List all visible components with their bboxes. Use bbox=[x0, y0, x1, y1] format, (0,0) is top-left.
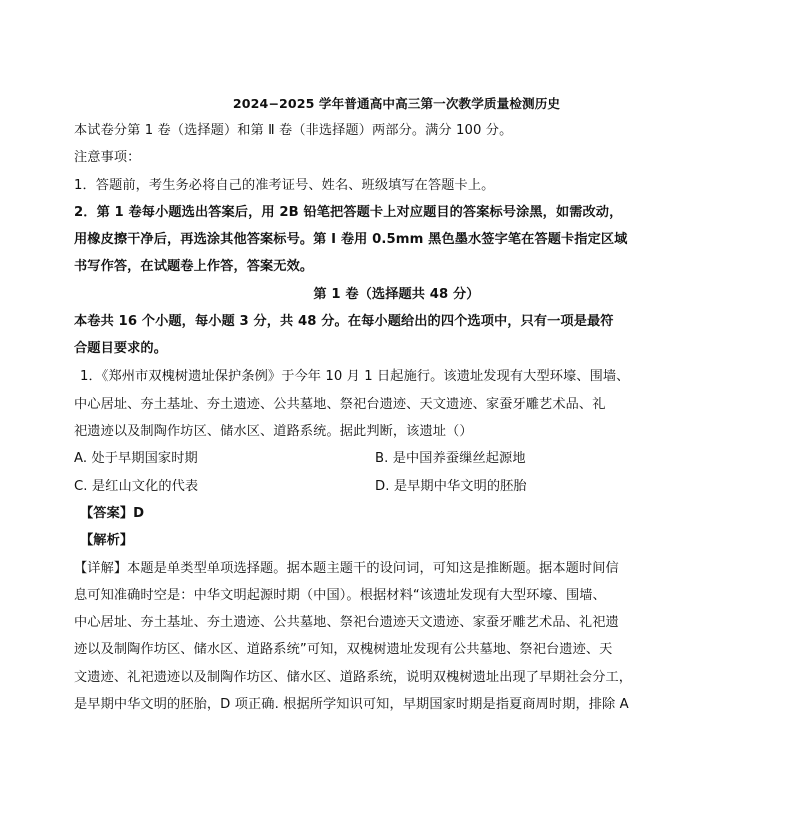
section-description-line-2: 合题目要求的。 bbox=[74, 341, 168, 356]
analysis-heading: 【解析】 bbox=[80, 533, 134, 548]
exam-intro: 本试卷分第 1 卷（选择题）和第 Ⅱ 卷（非选择题）两部分。满分 100 分。 bbox=[74, 123, 513, 138]
option-d: D. 是早期中华文明的胚胎 bbox=[375, 479, 527, 494]
question-stem-line-2: 中心居址、夯土基址、夯土遗迹、公共墓地、祭祀台遗迹、天文遗迹、家蚕牙雕艺术品、礼 bbox=[74, 397, 606, 412]
notice-heading: 注意事项： bbox=[74, 150, 141, 165]
question-stem-line-3: 祀遗迹以及制陶作坊区、储水区、道路系统。据此判断，该遗址（） bbox=[74, 424, 473, 439]
option-a: A. 处于早期国家时期 bbox=[74, 451, 198, 466]
question-stem-line-1: 1．《郑州市双槐树遗址保护条例》于今年 10 月 1 日起施行。该遗址发现有大型环壕、围墙、 bbox=[80, 369, 630, 384]
option-c: C. 是红山文化的代表 bbox=[74, 479, 199, 494]
detail-line-2: 息可知准确时空是：中华文明起源时期（中国）。根据材料“该遗址发现有大型环壕、围墙、 bbox=[74, 588, 606, 603]
section-title: 第 1 卷（选择题共 48 分） bbox=[313, 287, 480, 302]
notice-item-1: 1．答题前，考生务必将自己的准考证号、姓名、班级填写在答题卡上。 bbox=[74, 178, 495, 193]
detail-line-4: 迹以及制陶作坊区、储水区、道路系统”可知，双槐树遗址发现有公共墓地、祭祀台遗迹、天 bbox=[74, 642, 613, 657]
detail-line-1: 【详解】本题是单类型单项选择题。据本题主题干的设问词，可知这是推断题。据本题时间信 bbox=[74, 561, 619, 576]
detail-line-3: 中心居址、夯土基址、夯土遗迹、公共墓地、祭祀台遗迹天文遗迹、家蚕牙雕艺术品、礼祀遗 bbox=[74, 615, 619, 630]
notice-item-2-line-3: 书写作答，在试题卷上作答，答案无效。 bbox=[74, 259, 314, 274]
option-b: B. 是中国养蚕缫丝起源地 bbox=[375, 451, 526, 466]
detail-line-5: 文遗迹、礼祀遗迹以及制陶作坊区、储水区、道路系统，说明双槐树遗址出现了早期社会分工， bbox=[74, 670, 633, 685]
document-title: 2024−2025 学年普通高中高三第一次教学质量检测历史 bbox=[232, 96, 561, 111]
notice-item-2-line-1: 2．第 1 卷每小题选出答案后，用 2B 铅笔把答题卡上对应题目的答案标号涂黑，如需改动， bbox=[74, 205, 623, 220]
section-description-line-1: 本卷共 16 个小题，每小题 3 分，共 48 分。在每小题给出的四个选项中，只有一项是最符 bbox=[74, 314, 614, 329]
answer-label: 【答案】D bbox=[80, 506, 145, 521]
detail-line-6: 是早期中华文明的胚胎，D 项正确. 根据所学知识可知，早期国家时期是指夏商周时期，排除 A bbox=[74, 697, 629, 712]
notice-item-2-line-2: 用橡皮擦干净后，再选涂其他答案标号。第 Ⅰ 卷用 0.5mm 黑色墨水签字笔在答题卡指定区域 bbox=[74, 232, 628, 247]
